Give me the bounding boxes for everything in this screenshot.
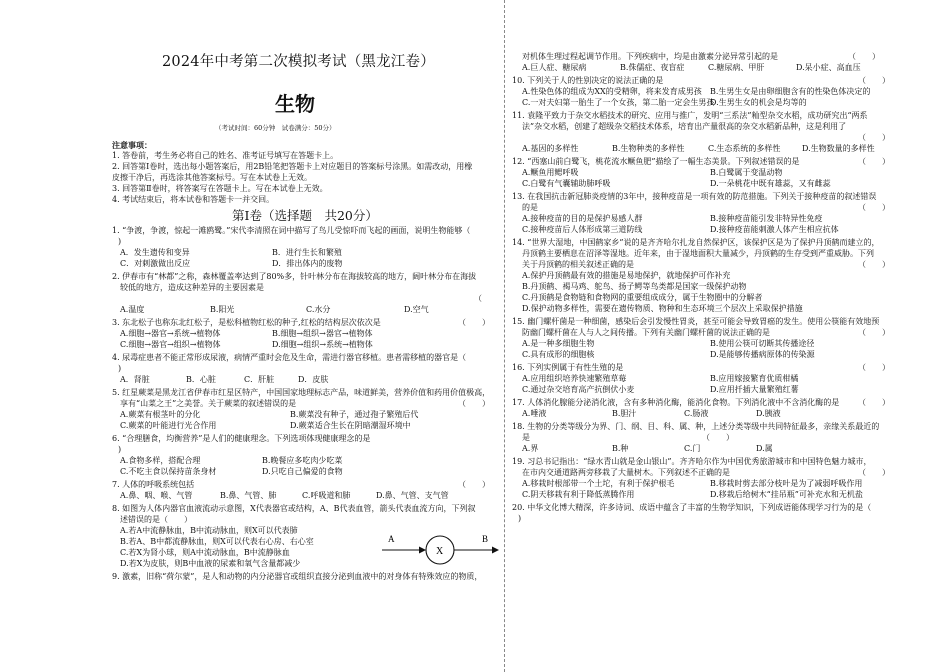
question-line: 19. 习总书记指出：“绿水青山就是金山银山”。齐齐哈尔作为中国优秀旅游城市和中国特色魅力城市，: [512, 457, 872, 466]
option-b: B.应用嫁接繁育优质柑橘: [710, 374, 799, 383]
option-c: C.若X为肾小球，则A中流动脉血，B中流静脉血: [120, 548, 290, 557]
question-line: 18. 生物的分类等级分为界、门、纲、目、科、属、种，上述分类等级中共同特征最多，亲缘关系最近的: [512, 422, 880, 431]
option-a: A.移栽时根部带一个土坨，有利于保护根毛: [522, 479, 675, 488]
option-d: D.呆小症、高血压: [796, 63, 861, 72]
option-a: A.性染色体的组成为XX的受精卵，将来发育成男孩: [522, 87, 702, 96]
option-c: C.一对夫妇第一胎生了一个女孩，第二胎一定会生男孩: [522, 98, 715, 107]
blood-flow-diagram: [378, 520, 508, 570]
option-a: A.巨人症、糖尿病: [522, 63, 587, 72]
question-line: 4. 尿毒症患者不能正常形成尿液，病情严重时会危及生命，需进行器官移植。患者需移植的器官是（: [112, 353, 467, 362]
note-line: 2. 回答第Ⅰ卷时，选出每小题答案后，用2B铅笔把答题卡上对应题目的答案标号涂黑。如需改动，用橡: [112, 162, 473, 171]
question-line: 16. 下列实例属于有性生殖的是: [512, 363, 624, 372]
answer-paren: （ ）: [458, 480, 490, 489]
question-line: 9. 激素，旧称“荷尔蒙”，是人和动物的内分泌器官或组织直接分泌到血液中的对身体有特殊效应的物质，: [112, 572, 483, 581]
option-d: D.鼻、气管、支气管: [376, 491, 449, 500]
option-a: A.接种疫苗的目的是保护易感人群: [522, 214, 643, 223]
option-d: D.移栽后给树木“挂吊瓶”可补充水和无机盐: [710, 490, 863, 499]
answer-paren: （ ）: [858, 157, 890, 166]
option-d: D.胰液: [756, 409, 781, 418]
answer-paren: （ ）: [458, 399, 490, 408]
answer-paren: （ ）: [858, 328, 890, 337]
question-line: 8. 如图为人体内器官血液流动示意图，X代表器官或结构，A、B代表血管，箭头代表血流方向，下列叙: [112, 504, 476, 513]
question-line: 15. 幽门螺杆菌是一种细菌，感染后会引发慢性胃炎，甚至可能会导致胃癌的发生。使用公筷能有效地预: [512, 317, 880, 326]
option-a: A.食物多样，搭配合理: [120, 456, 201, 465]
option-d: D.应用扦插大量繁殖红薯: [710, 385, 799, 394]
option-b: B.阳光: [210, 305, 235, 314]
answer-paren: （ ）: [858, 260, 890, 269]
exam-title: 2024年中考第二次模拟考试（黑龙江卷）: [162, 54, 435, 70]
option-d: D.接种疫苗能刺激人体产生相应抗体: [710, 225, 839, 234]
option-c: C.蕨菜的叶能进行光合作用: [120, 421, 217, 430]
answer-paren: （ ）: [858, 468, 890, 477]
answer-paren: （ ）: [858, 203, 890, 212]
answer-paren: （ ）: [458, 318, 490, 327]
option-c: C.不吃主食以保持苗条身材: [120, 467, 217, 476]
column-divider: [504, 0, 505, 672]
section-title: 第Ⅰ卷（选择题 共20分）: [232, 208, 378, 223]
option-b: B.种: [612, 444, 629, 453]
option-a: A.保护丹顶鹤最有效的措施是易地保护，就地保护可作补充: [522, 271, 731, 280]
option-c: C.通过杂交培育高产抗倒伏小麦: [522, 385, 635, 394]
option-d: D.属: [756, 444, 773, 453]
option-b: B.胆汁: [612, 409, 637, 418]
option-a: A.细胞→器官→系统→植物体: [120, 329, 221, 338]
option-d: D.空气: [404, 305, 429, 314]
question-line: 14. “世界大湿地，中国鹤家乡”说的是齐齐哈尔扎龙自然保护区，该保护区是为了保护丹顶鹤而建立的，: [512, 238, 880, 247]
option-b: B．进行生长和繁殖: [272, 248, 342, 257]
option-c: C.呼吸道和肺: [302, 491, 351, 500]
option-c: C.水分: [306, 305, 331, 314]
option-c: C.具有成形的细胞核: [522, 350, 595, 359]
option-d: D.蕨菜适合生长在阴暗潮湿环境中: [290, 421, 411, 430]
option-c: C.接种疫苗后人体形成第三道防线: [522, 225, 643, 234]
option-c: C.肠液: [684, 409, 709, 418]
option-a: A．肾脏: [120, 375, 150, 384]
option-a: A.鳜鱼用鳃呼吸: [522, 168, 579, 177]
option-b: B.鼻、气管、肺: [220, 491, 277, 500]
option-a: A.温度: [120, 305, 145, 314]
question-line: 2. 伊春市有“林都”之称，森林覆盖率达到了80%多，针叶林分布在海拔较高的地方，阔叶林分布在海拔: [112, 272, 477, 281]
option-a: A.若A中流静脉血，B中流动脉血，则X可以代表肺: [120, 526, 298, 535]
option-b: B.生男生女是由卵细胞含有的性染色体决定的: [710, 87, 871, 96]
question-line: 防幽门螺杆菌在人与人之间传播。下列有关幽门螺杆菌的说法正确的是: [522, 328, 770, 337]
note-line: 1. 答卷前，考生务必将自己的姓名、准考证号填写在答题卡上。: [112, 151, 339, 160]
option-c: C.细胞→器官→组织→植物体: [120, 340, 221, 349]
option-b: B.生物种类的多样性: [612, 144, 685, 153]
question-line: 述错误的是（ ）: [120, 515, 192, 524]
option-b: B.移栽时剪去部分枝叶是为了减弱呼吸作用: [710, 479, 863, 488]
option-d: D.若X为皮肤，则B中血液的尿素和氧气含量都减少: [120, 559, 301, 568]
exam-meta: （考试时间：60分钟 试卷满分：50分）: [215, 124, 336, 132]
option-a: A．发生遗传和变异: [120, 248, 190, 257]
option-a: A.应用组织培养快速繁殖草莓: [522, 374, 627, 383]
option-b: B.白鹭属于变温动物: [710, 168, 783, 177]
label-a: A: [388, 534, 395, 544]
question-line: 11. 袁隆平致力于杂交水稻技术的研究、应用与推广，发明“三系法”籼型杂交水稻，成功研究出“两系: [512, 111, 868, 120]
option-d: D.细胞→组织→系统→植物体: [272, 340, 373, 349]
option-b: B．心脏: [186, 375, 216, 384]
option-b: B.侏儒症、夜盲症: [620, 63, 685, 72]
answer-paren: （ ）: [702, 433, 734, 442]
note-line: 3. 回答第Ⅱ卷时，将答案写在答题卡上。写在本试卷上无效。: [112, 184, 328, 193]
answer-paren: （ ）: [848, 52, 880, 61]
option-b: B.若A、B中都流静脉血，则X可以代表右心房、右心室: [120, 537, 314, 546]
option-a: A.界: [522, 444, 539, 453]
option-b: B.蕨菜没有种子，通过孢子繁殖后代: [290, 410, 419, 419]
question-line: 5. 红星蕨菜是黑龙江省伊春市红星区特产，中国国家地理标志产品，味道鲜美，营养价值和药用价值极高，: [112, 388, 491, 397]
question-line: 较低的地方，造成这种差异的主要因素是: [120, 283, 264, 292]
question-line: ): [518, 514, 522, 523]
option-d: D．排出体内的废物: [272, 259, 343, 268]
option-b: B.使用公筷可切断其传播途径: [710, 339, 815, 348]
option-c: C.阴天移栽有利于降低蒸腾作用: [522, 490, 635, 499]
question-line: ): [118, 445, 122, 454]
option-c: C．对刺激做出反应: [120, 259, 191, 268]
question-line: 10. 下列关于人的性别决定的说法正确的是: [512, 76, 664, 85]
option-b: B.丹顶鹤、褐马鸡、鸵鸟、扬子鳄等鸟类都是国家一级保护动物: [522, 282, 747, 291]
answer-paren: （: [474, 294, 482, 303]
question-line: 是: [522, 433, 530, 442]
notes-heading: 注意事项：: [112, 140, 152, 150]
question-line: 6. “合理膳食，均衡营养”是人们的健康理念。下列选项体现健康理念的是: [112, 434, 371, 443]
option-a: A.基因的多样性: [522, 144, 579, 153]
option-d: D.保护动物多样性，需要在遗传物质、物种和生态环境三个层次上采取保护措施: [522, 304, 803, 313]
option-c: C.糖尿病、甲肝: [708, 63, 765, 72]
question-line: 丹顶鹤主要栖息在沼泽等湿地。近年来，由于湿地面积大量减少，丹顶鹤的生存受到严重威胁。下列: [522, 249, 874, 258]
question-line: 对机体生理过程起调节作用。下列疾病中，均是由激素分泌异常引起的是: [522, 52, 778, 61]
option-d: D．皮肤: [298, 375, 329, 384]
option-d: D.一朵桃花中既有雄蕊，又有雌蕊: [710, 179, 831, 188]
option-b: B.晚餐应多吃肉少吃菜: [262, 456, 343, 465]
option-d: D.是能够传播病原体的传染源: [710, 350, 815, 359]
option-a: A.鼻、咽、喉、气管: [120, 491, 193, 500]
question-line: 法”杂交水稻，创建了超级杂交稻技术体系，培育出产量很高的杂交水稻新品种，这是利用了: [522, 122, 847, 131]
question-line: 3. 东北松子也称东北红松子，是松科植物红松的种子,红松的结构层次依次是: [112, 318, 381, 327]
question-line: ): [118, 364, 122, 373]
option-a: A.唾液: [522, 409, 547, 418]
label-b: B: [482, 534, 489, 544]
option-c: C.丹顶鹤是食物链和食物网的重要组成成分，属于生物圈中的分解者: [522, 293, 763, 302]
subject-title: 生物: [275, 92, 315, 116]
question-line: 关于丹顶鹤的相关叙述正确的是: [522, 260, 634, 269]
option-d: D.只吃自己偏爱的食物: [262, 467, 343, 476]
question-line: 的是: [522, 203, 538, 212]
question-line: 17. 人体消化腺能分泌消化液，含有多种消化酶，能消化食物。下列消化液中不含消化酶的是: [512, 398, 840, 407]
answer-paren: （ ）: [858, 398, 890, 407]
note-line: 皮擦干净后，再选涂其他答案标号。写在本试卷上无效。: [112, 173, 312, 182]
note-line: 4. 考试结束后，将本试卷和答题卡一并交回。: [112, 195, 275, 204]
question-line: 7. 人体的呼吸系统包括: [112, 480, 195, 489]
option-a: A.是一种多细胞生物: [522, 339, 595, 348]
question-line: 12. “西塞山前白鹭飞，桃花流水鳜鱼肥”描绘了一幅生态美景。下列叙述错误的是: [512, 157, 800, 166]
option-d: D.生物数量的多样性: [802, 144, 875, 153]
question-line: 20. 中华文化博大精深，许多诗词、成语中蕴含了丰富的生物学知识，下列成语能体现学习行为的是（: [512, 503, 872, 512]
option-c: C.门: [684, 444, 701, 453]
question-line: 享有“山菜之王”之美誉。关于蕨菜的叙述错误的是: [120, 399, 297, 408]
option-a: A.蕨菜有根茎叶的分化: [120, 410, 201, 419]
option-b: B.接种疫苗能引发非特异性免疫: [710, 214, 823, 223]
answer-paren: （ ）: [858, 363, 890, 372]
option-c: C．肝脏: [244, 375, 275, 384]
question-line: 13. 在我国抗击新冠肺炎疫情的3年中，接种疫苗是一项有效的防范措施。下列关于接种疫苗的叙述错误: [512, 192, 877, 201]
answer-paren: （ ）: [858, 133, 890, 142]
label-x: X: [436, 546, 444, 557]
question-line: 1. “争渡，争渡，惊起一滩鸥鹭。”宋代李清照在词中描写了鸟儿受惊吓而飞起的画面，说明生物能够（: [112, 226, 471, 235]
question-line: ): [118, 237, 122, 246]
answer-paren: （ ）: [858, 76, 890, 85]
option-b: B.细胞→组织→器官→植物体: [272, 329, 373, 338]
option-c: C.白鹭有气囊辅助肺呼吸: [522, 179, 611, 188]
option-d: D.生男生女的机会是均等的: [710, 98, 807, 107]
question-line: 在市内交通道路两旁移栽了大量树木。下列叙述不正确的是: [522, 468, 730, 477]
option-c: C.生态系统的多样性: [708, 144, 781, 153]
